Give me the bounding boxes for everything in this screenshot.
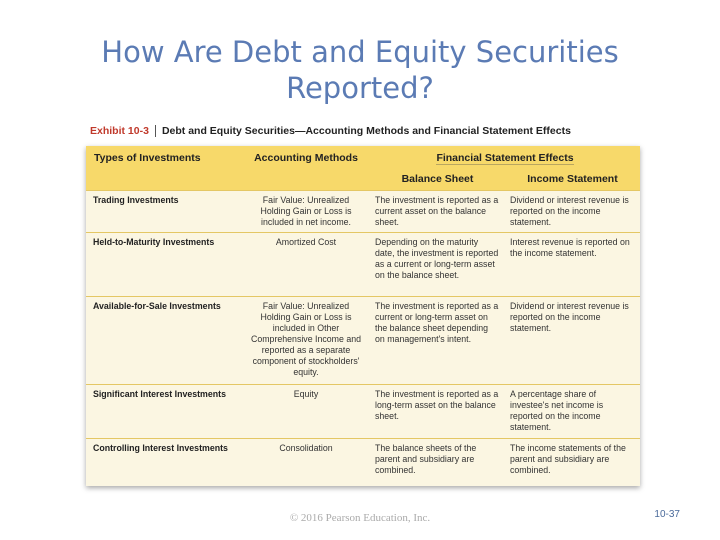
accounting-method: Fair Value: Unrealized Holding Gain or Loss is included in Other Comprehensive Income and reported as a separate component of stockholders' equity. [242, 296, 370, 384]
slide-number: 10-37 [654, 509, 680, 520]
income-statement-effect: Dividend or interest revenue is reported on the income statement. [505, 190, 640, 232]
exhibit-description: Debt and Equity Securities—Accounting Methods and Financial Statement Effects [161, 125, 571, 137]
investment-type: Held-to-Maturity Investments [86, 232, 242, 296]
table-row [86, 232, 640, 296]
investment-type: Significant Interest Investments [86, 384, 242, 438]
investment-type: Trading Investments [86, 190, 242, 232]
header-balance-sheet: Balance Sheet [370, 170, 505, 190]
slide-title: How Are Debt and Equity Securities Reported? [101, 35, 619, 105]
balance-sheet-effect: The investment is reported as a current asset on the balance sheet. [370, 190, 505, 232]
header-methods: Accounting Methods [242, 146, 370, 190]
investment-methods-table [86, 146, 640, 486]
income-statement-effect: A percentage share of investee's net income is reported on the income statement. [505, 384, 640, 438]
accounting-method: Consolidation [242, 438, 370, 482]
accounting-method: Equity [242, 384, 370, 438]
balance-sheet-effect: Depending on the maturity date, the investment is reported as a current or long-term asset on the balance sheet. [370, 232, 505, 296]
exhibit-header [90, 124, 650, 140]
table-row [86, 296, 640, 384]
table-row [86, 438, 640, 482]
income-statement-effect: Interest revenue is reported on the income statement. [505, 232, 640, 296]
investment-type: Controlling Interest Investments [86, 438, 242, 482]
accounting-method: Fair Value: Unrealized Holding Gain or Loss is included in net income. [242, 190, 370, 232]
income-statement-effect: Dividend or interest revenue is reported on the income statement. [505, 296, 640, 384]
copyright-notice: © 2016 Pearson Education, Inc. [289, 512, 431, 524]
accounting-method: Amortized Cost [242, 232, 370, 296]
header-income-statement: Income Statement [505, 170, 640, 190]
investment-type: Available-for-Sale Investments [86, 296, 242, 384]
table-row [86, 190, 640, 232]
balance-sheet-effect: The investment is reported as a long-term asset on the balance sheet. [370, 384, 505, 438]
header-types: Types of Investments [86, 146, 242, 190]
header-effects: Financial Statement Effects [370, 146, 640, 170]
balance-sheet-effect: The investment is reported as a current or long-term asset on the balance sheet depending on management's intent. [370, 296, 505, 384]
exhibit-label: Exhibit 10-3 [90, 125, 156, 137]
balance-sheet-effect: The balance sheets of the parent and subsidiary are combined. [370, 438, 505, 482]
income-statement-effect: The income statements of the parent and subsidiary are combined. [505, 438, 640, 482]
table-row [86, 384, 640, 438]
